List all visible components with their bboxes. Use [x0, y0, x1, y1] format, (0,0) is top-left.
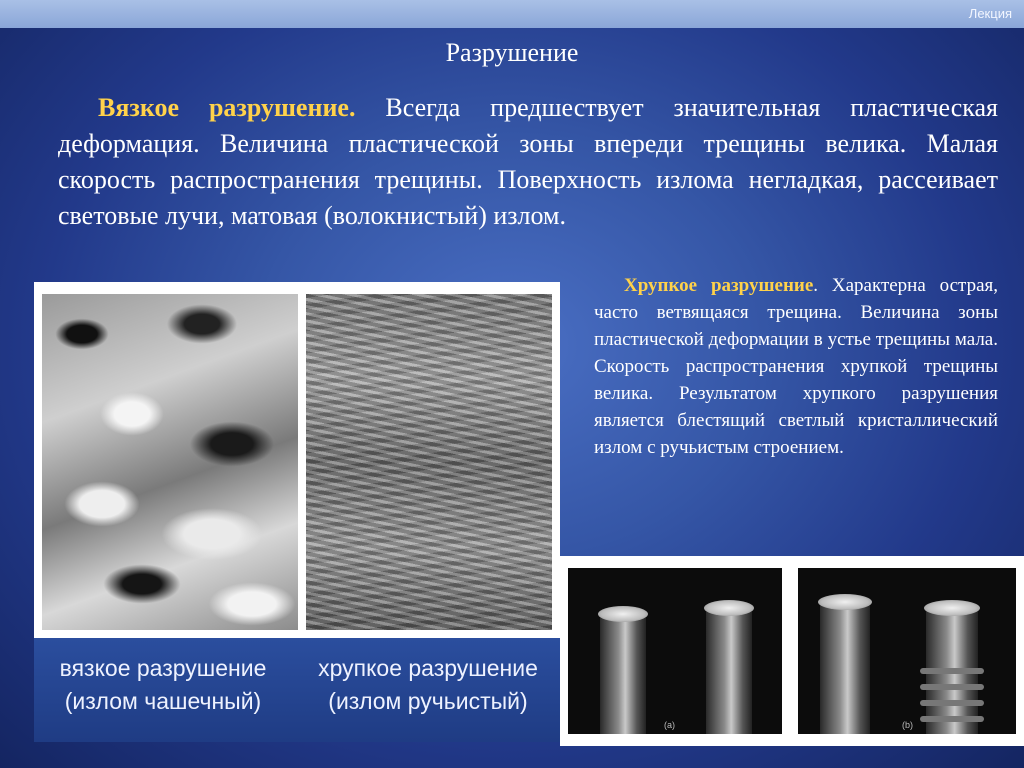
micrograph-captions	[34, 638, 560, 742]
ductile-heading: Вязкое разрушение.	[98, 93, 356, 122]
specimen-rod	[926, 608, 978, 734]
slide-title: Разрушение	[445, 38, 579, 67]
specimen-rod	[706, 608, 752, 734]
specimen-rod	[600, 614, 646, 734]
ductile-caption-line2: (излом чашечный)	[64, 688, 262, 714]
brittle-caption-line1: хрупкое разрушение	[318, 655, 538, 681]
brittle-description	[594, 272, 998, 461]
fracture-micrographs	[34, 282, 560, 742]
thread-ridge	[920, 668, 984, 674]
thread-ridge	[920, 700, 984, 706]
photo-label-b: (b)	[902, 720, 913, 730]
specimen-fracture-surface	[598, 606, 648, 622]
ductile-fracture-image	[42, 294, 298, 630]
ductile-caption-line1: вязкое разрушение	[59, 655, 267, 681]
brittle-caption	[300, 652, 556, 718]
photo-label-a: (a)	[664, 720, 675, 730]
specimen-fracture-surface	[818, 594, 872, 610]
brittle-heading: Хрупкое разрушение	[624, 275, 814, 296]
thread-ridge	[920, 716, 984, 722]
specimen-photos	[560, 556, 1024, 746]
specimen-photo-a	[568, 568, 782, 734]
specimen-photo-b	[798, 568, 1016, 734]
brittle-text: . Характерна острая, часто ветвящаяся трещина. Величина зоны пластической деформации в устье трещины мала. Скорость распространения хрупкой трещины велика. Результатом хрупкого разрушения является блестящий светлый кристаллический излом с ручьистым строением.	[594, 275, 998, 458]
specimen-fracture-surface	[704, 600, 754, 616]
brittle-fracture-image	[306, 294, 552, 630]
ductile-caption	[38, 652, 288, 718]
brittle-caption-line2: (излом ручьистый)	[328, 688, 528, 714]
ductile-description	[58, 90, 998, 234]
specimen-rod	[820, 602, 870, 734]
specimen-fracture-surface	[924, 600, 980, 616]
top-bar	[0, 0, 1024, 28]
thread-ridge	[920, 684, 984, 690]
ductile-text: Всегда предшествует значительная пластическая деформация. Величина пластической зоны впереди трещины велика. Малая скорость распространения трещины. Поверхность излома негладкая, рассеивает световые лучи, матовая (волокнистый) излом.	[58, 93, 998, 230]
lecture-label: Лекция	[968, 6, 1012, 21]
